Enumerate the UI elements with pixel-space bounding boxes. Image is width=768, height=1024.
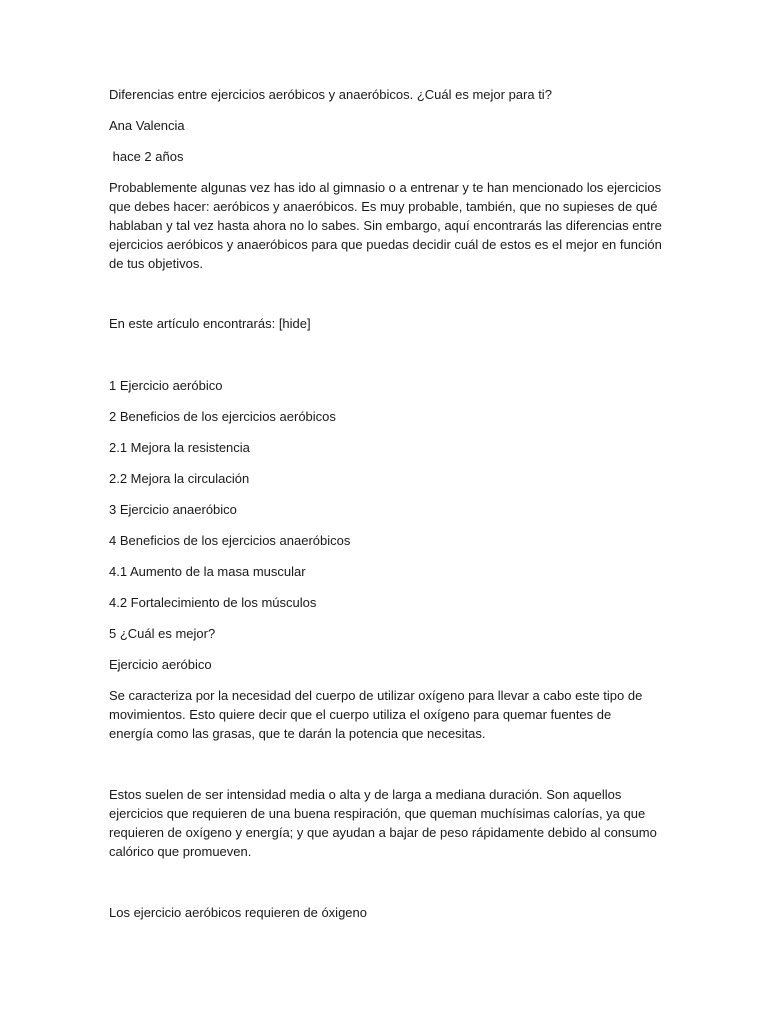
post-date: hace 2 años	[109, 149, 184, 164]
paragraph-line: energía como las grasas, que te darán la potencia que necesitas.	[109, 726, 486, 741]
intro-line: ejercicios aeróbicos y anaeróbicos para que puedas decidir cuál de estos es el mejor en función	[109, 237, 662, 252]
section-paragraph-2	[109, 785, 657, 861]
intro-line: Probablemente algunas vez has ido al gimnasio o a entrenar y te han mencionado los ejercicios	[109, 180, 662, 195]
section-heading: Ejercicio aeróbico	[109, 657, 212, 672]
toc-heading: En este artículo encontrarás: [hide]	[109, 316, 311, 331]
paragraph-line: Estos suelen de ser intensidad media o alta y de larga a mediana duración. Son aquellos	[109, 787, 622, 802]
toc-item: 4.2 Fortalecimiento de los músculos	[109, 595, 317, 610]
toc-item: 2.2 Mejora la circulación	[109, 471, 250, 486]
toc-item: 5 ¿Cuál es mejor?	[109, 626, 216, 641]
toc-item: 2.1 Mejora la resistencia	[109, 440, 250, 455]
intro-paragraph	[109, 178, 662, 273]
image-caption: Los ejercicio aeróbicos requieren de óxigeno	[109, 905, 367, 920]
section-paragraph-1	[109, 686, 643, 743]
intro-line: de tus objetivos.	[109, 256, 203, 271]
intro-line: hablaban y tal vez hasta ahora no lo sabes. Sin embargo, aquí encontrarás las diferencias entre	[109, 218, 662, 233]
paragraph-line: Se caracteriza por la necesidad del cuerpo de utilizar oxígeno para llevar a cabo este tipo de	[109, 688, 643, 703]
toc-item: 2 Beneficios de los ejercicios aeróbicos	[109, 409, 336, 424]
paragraph-line: ejercicios que requieren de una buena respiración, que queman muchísimas calorías, ya que	[109, 806, 646, 821]
toc-item: 4 Beneficios de los ejercicios anaeróbicos	[109, 533, 351, 548]
intro-line: que debes hacer: aeróbicos y anaeróbicos. Es muy probable, también, que no supieses de qué	[109, 199, 658, 214]
toc-item: 4.1 Aumento de la masa muscular	[109, 564, 306, 579]
paragraph-line: calórico que promueven.	[109, 844, 252, 859]
author-name: Ana Valencia	[109, 118, 185, 133]
document-title: Diferencias entre ejercicios aeróbicos y anaeróbicos. ¿Cuál es mejor para ti?	[109, 87, 552, 102]
toc-item: 3 Ejercicio anaeróbico	[109, 502, 237, 517]
toc-item: 1 Ejercicio aeróbico	[109, 378, 223, 393]
paragraph-line: requieren de oxígeno y energía; y que ayudan a bajar de peso rápidamente debido al consumo	[109, 825, 657, 840]
paragraph-line: movimientos. Esto quiere decir que el cuerpo utiliza el oxígeno para quemar fuentes de	[109, 707, 612, 722]
